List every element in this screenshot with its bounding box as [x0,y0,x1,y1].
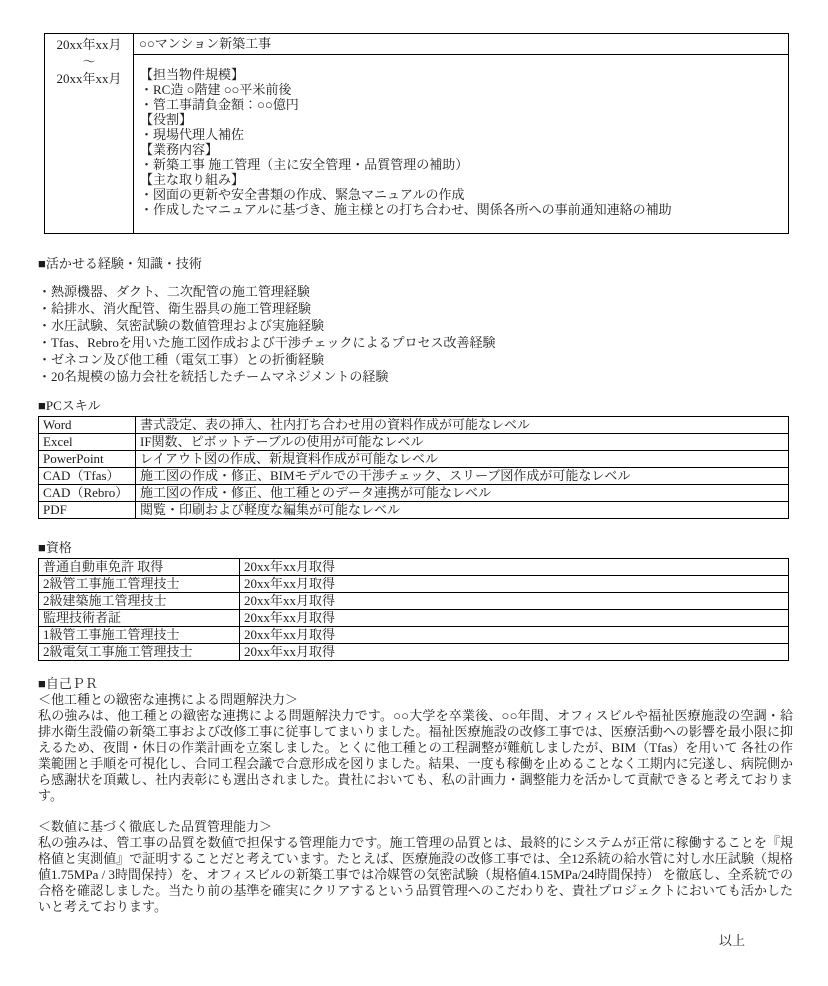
career-detail-line: ・作成したマニュアルに基づき、施主様との打ち合わせ、関係各所への事前通知連絡の補助 [140,202,672,217]
pc-skill-name: Word [39,417,136,434]
pc-skill-level: 閲覧・印刷および軽度な編集が可能なレベル [136,502,789,519]
pc-skill-name: PowerPoint [39,451,136,468]
qualification-name: 1級管工事施工管理技士 [39,627,240,644]
career-detail-line: 【業務内容】 [140,142,219,157]
career-detail-line: 【担当物件規模】 [140,67,245,82]
self-pr-heading: ＜数値に基づく徹底した品質管理能力＞ [38,819,273,834]
pc-skill-row [39,434,789,451]
career-detail-row [45,55,789,234]
self-pr-section-title: ■自己ＰＲ [38,676,98,691]
period-cell [45,34,134,234]
qualifications-table [38,558,789,661]
qualification-name: 普通自動車免許 取得 [39,559,240,576]
pc-skill-name: PDF [39,502,136,519]
pc-skills-section-title: ■PCスキル [38,398,101,413]
qualifications-section-title: ■資格 [38,540,72,555]
pc-skill-name: CAD（Rebro） [39,485,136,502]
experience-item: ・給排水、消火配管、衛生器具の施工管理経験 [38,301,312,316]
qualification-date: 20xx年xx月取得 [240,627,789,644]
pc-skill-row [39,451,789,468]
period-tilde: ～ [82,54,96,69]
self-pr-body: 私の強みは、管工事の品質を数値で担保する管理能力です。施工管理の品質とは、最終的にシステムが正常に稼働することを『規格値と実測値』で証明することだと考えています。たとえば、医療施設の改修工事では、全12系統の給水管に対し水圧試験（規格値1.75MPa / 3時間保持）を、オフィスビルの新築工事では冷媒管の気密試験（規格値4.15MPa/24時間保持） を徹底し、全系統での合格を確認しました。当たり前の基準を確実にクリアするという品質管理へのこだわりを、貴社プロジェクトにおいても活かしたいと考えております。 [38,835,793,914]
career-detail-line: ・図面の更新や安全書類の作成、緊急マニュアルの作成 [140,187,465,202]
period-to: 20xx年xx月 [56,71,122,86]
qualification-row [39,610,789,627]
experience-item: ・Tfas、Rebroを用いた施工図作成および干渉チェックによるプロセス改善経験 [38,335,496,350]
career-detail-line: ・管工事請負金額：○○億円 [140,97,299,112]
pc-skill-level: レイアウト図の作成、新規資料作成が可能なレベル [136,451,789,468]
qualification-row [39,644,789,661]
career-detail-line: 【主な取り組み】 [140,172,245,187]
self-pr-body: 私の強みは、他工種との緻密な連携による問題解決力です。○○大学を卒業後、○○年間、オフィスビルや福祉医療施設の空調・給排水衛生設備の新築工事および改修工事に従事してまいりました。福祉医療施設の改修工事では、医療活動への影響を最小限に抑えるため、夜間・休日の作業計画を立案しました。とくに他工種との工程調整が難航しましたが、BIM（Tfas）を用いて 各社の作業範囲と手順を可視化し、合同工程会議で合意形成を図りました。結果、一度も稼働を止めることなく工期内に完遂し、病院側から感謝状を頂戴し、社内表彰にも選出されました。貴社においても、私の計画力・調整能力を活かして貢献できると考えております。 [38,708,793,803]
experience-item: ・20名規模の協力会社を統括したチームマネジメントの経験 [38,369,389,384]
career-detail-line: ・新築工事 施工管理（主に安全管理・品質管理の補助） [140,157,469,172]
pc-skill-level: 施工図の作成・修正、他工種とのデータ連携が可能なレベル [136,485,789,502]
pc-skills-table [38,416,789,519]
qualification-row [39,576,789,593]
pc-skill-row [39,468,789,485]
period-from: 20xx年xx月 [56,37,122,52]
career-detail-line: 【役割】 [140,112,193,127]
pc-skill-row [39,502,789,519]
pc-skill-row [39,417,789,434]
project-title: ○○マンション新築工事 [134,34,789,55]
self-pr-section [38,692,793,804]
qualification-name: 2級建築施工管理技士 [39,593,240,610]
closing-text: 以上 [718,933,745,948]
qualification-row [39,559,789,576]
career-detail-line: ・現場代理人補佐 [140,127,245,142]
qualification-date: 20xx年xx月取得 [240,610,789,627]
qualification-row [39,627,789,644]
qualification-date: 20xx年xx月取得 [240,644,789,661]
pc-skill-row [39,485,789,502]
qualification-date: 20xx年xx月取得 [240,559,789,576]
qualification-name: 2級電気工事施工管理技士 [39,644,240,661]
experience-list [38,283,793,385]
self-pr-sections [38,692,793,915]
career-history-table [44,33,789,234]
qualification-name: 監理技術者証 [39,610,240,627]
experience-section-title: ■活かせる経験・知識・技術 [38,256,202,271]
qualification-date: 20xx年xx月取得 [240,576,789,593]
experience-item: ・熱源機器、ダクト、二次配管の施工管理経験 [38,284,310,299]
pc-skill-name: CAD（Tfas） [39,468,136,485]
career-title-row [45,34,789,55]
experience-item: ・ゼネコン及び他工種（電気工事）との折衝経験 [38,352,325,367]
career-detail-line: ・RC造 ○階建 ○○平米前後 [140,82,292,97]
qualification-date: 20xx年xx月取得 [240,593,789,610]
self-pr-section [38,819,793,915]
pc-skill-level: 書式設定、表の挿入、社内打ち合わせ用の資料作成が可能なレベル [136,417,789,434]
pc-skill-name: Excel [39,434,136,451]
career-detail-cell [134,55,789,234]
qualification-row [39,593,789,610]
pc-skill-level: 施工図の作成・修正、BIMモデルでの干渉チェック、スリーブ図作成が可能なレベル [136,468,789,485]
qualification-name: 2級管工事施工管理技士 [39,576,240,593]
pc-skill-level: IF関数、ピボットテーブルの使用が可能なレベル [136,434,789,451]
experience-item: ・水圧試験、気密試験の数値管理および実施経験 [38,318,325,333]
self-pr-heading: ＜他工種との緻密な連携による問題解決力＞ [38,692,299,707]
